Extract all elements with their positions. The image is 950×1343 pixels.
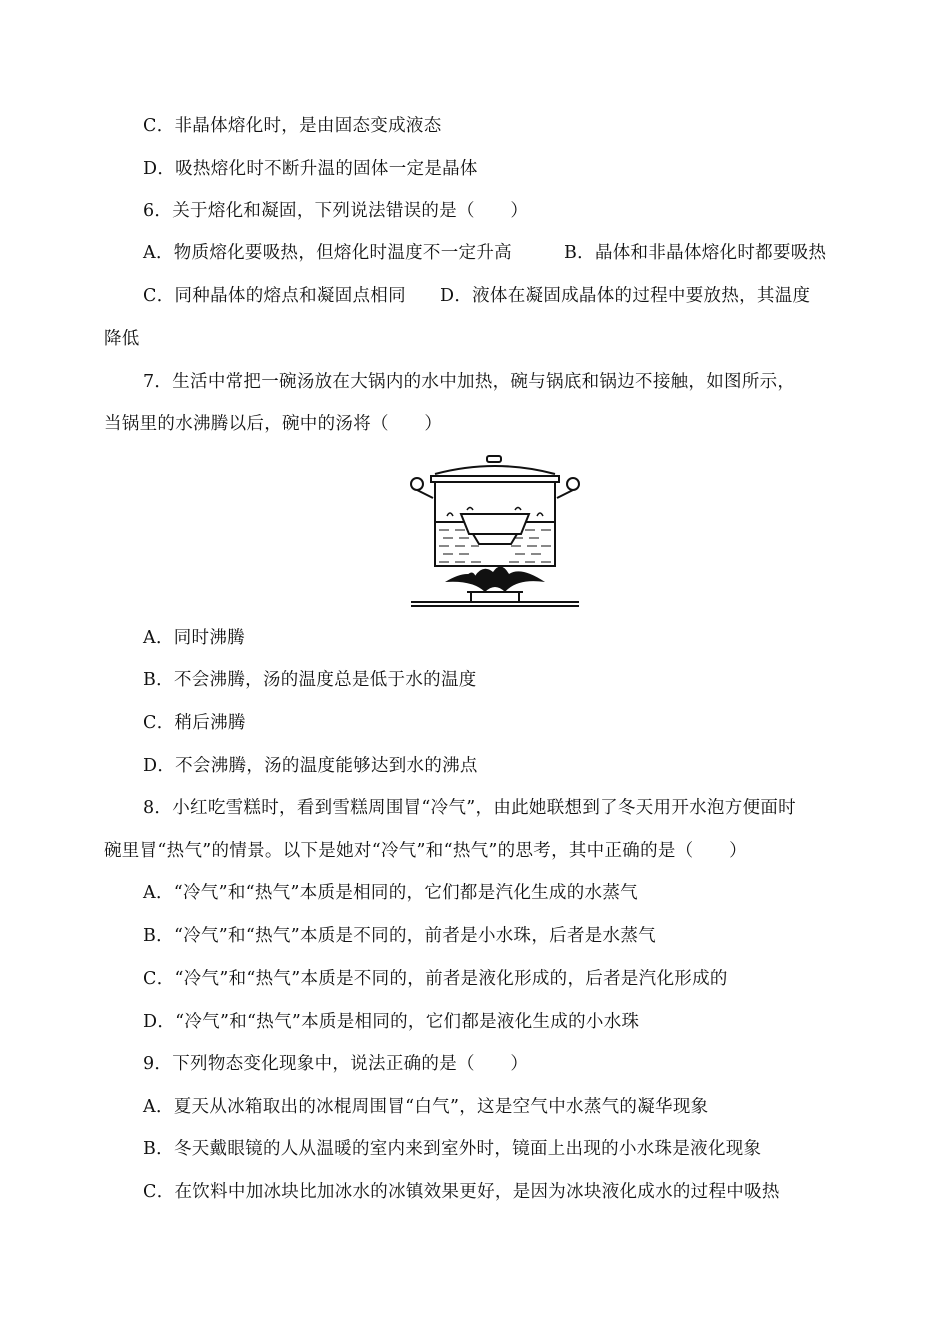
q9-option-c: C．在饮料中加冰块比加冰水的冰镇效果更好，是因为冰块液化成水的过程中吸热 bbox=[143, 1182, 780, 1202]
q8-option-a: A．“冷气”和“热气”本质是相同的，它们都是汽化生成的水蒸气 bbox=[143, 883, 638, 903]
q6-option-c: C．同种晶体的熔点和凝固点相同 bbox=[143, 286, 406, 306]
q7-stem-line2: 当锅里的水沸腾以后，碗中的汤将（ ） bbox=[104, 414, 443, 434]
q8-stem-line1: 8．小红吃雪糕时，看到雪糕周围冒“冷气”，由此她联想到了冬天用开水泡方便面时 bbox=[143, 798, 796, 818]
q8-option-d: D．“冷气”和“热气”本质是相同的，它们都是液化生成的小水珠 bbox=[143, 1012, 640, 1032]
q8-stem-line2: 碗里冒“热气”的情景。以下是她对“冷气”和“热气”的思考，其中正确的是（ ） bbox=[104, 841, 747, 861]
prev-option-c: C．非晶体熔化时，是由固态变成液态 bbox=[143, 116, 442, 136]
prev-option-d: D．吸热熔化时不断升温的固体一定是晶体 bbox=[143, 159, 478, 179]
q7-option-b: B．不会沸腾，汤的温度总是低于水的温度 bbox=[143, 670, 477, 690]
q6-option-d: D．液体在凝固成晶体的过程中要放热，其温度 bbox=[440, 286, 811, 306]
q8-option-b: B．“冷气”和“热气”本质是不同的，前者是小水珠，后者是水蒸气 bbox=[143, 926, 656, 946]
q7-option-a: A．同时沸腾 bbox=[143, 628, 245, 648]
q7-option-c: C．稍后沸腾 bbox=[143, 713, 246, 733]
q6-stem: 6．关于熔化和凝固，下列说法错误的是（ ） bbox=[143, 201, 529, 221]
q7-option-d: D．不会沸腾，汤的温度能够达到水的沸点 bbox=[143, 756, 478, 776]
q9-option-a: A．夏天从冰箱取出的冰棍周围冒“白气”，这是空气中水蒸气的凝华现象 bbox=[143, 1097, 709, 1117]
q6-option-a: A．物质熔化要吸热，但熔化时温度不一定升高 bbox=[143, 243, 512, 263]
pot-with-bowl-over-flame-icon bbox=[405, 452, 585, 610]
q9-stem: 9．下列物态变化现象中，说法正确的是（ ） bbox=[143, 1054, 529, 1074]
q7-stem-line1: 7．生活中常把一碗汤放在大锅内的水中加热，碗与锅底和锅边不接触，如图所示， bbox=[143, 372, 796, 392]
q9-option-b: B．冬天戴眼镜的人从温暖的室内来到室外时，镜面上出现的小水珠是液化现象 bbox=[143, 1139, 762, 1159]
q6-option-b: B．晶体和非晶体熔化时都要吸热 bbox=[564, 243, 827, 263]
q6-option-d-continued: 降低 bbox=[104, 329, 140, 349]
q8-option-c: C．“冷气”和“热气”本质是不同的，前者是液化形成的，后者是汽化形成的 bbox=[143, 969, 728, 989]
